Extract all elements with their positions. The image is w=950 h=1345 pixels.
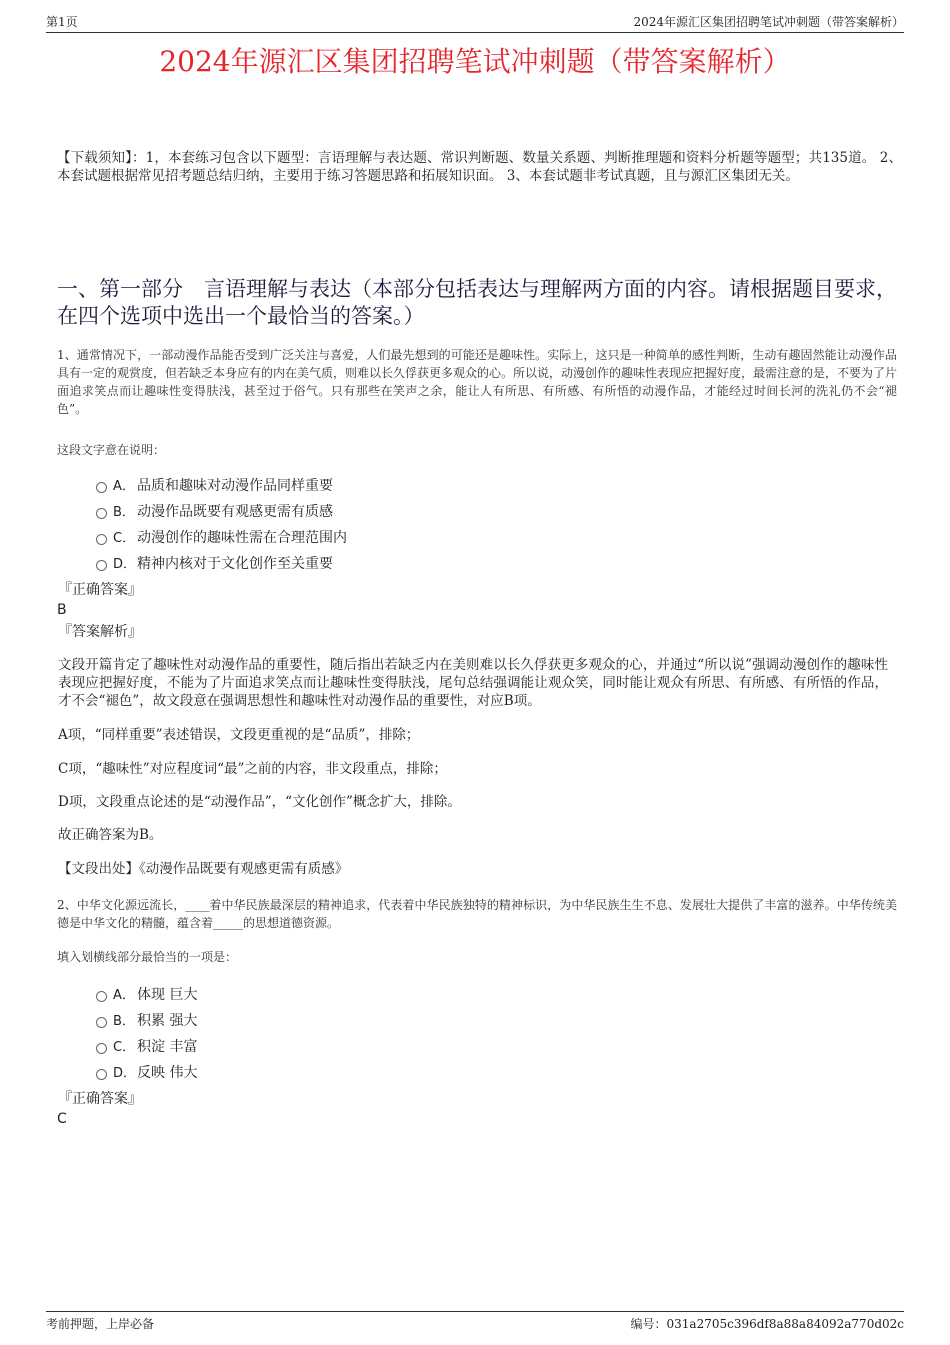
- radio-icon[interactable]: [96, 1069, 107, 1080]
- q1-option-d[interactable]: D．精神内核对于文化创作至关重要: [96, 554, 333, 575]
- q1-prompt: 这段文字意在说明：: [57, 443, 166, 457]
- page-title: 2024年源汇区集团招聘笔试冲刺题（带答案解析）: [159, 45, 791, 78]
- page-number: 第1页: [46, 15, 78, 29]
- radio-icon[interactable]: [96, 1043, 107, 1054]
- q1-analysis-c: C项，“趣味性”对应程度词“最”之前的内容，非文段重点，排除；: [58, 761, 447, 777]
- q2-answer-label: 『正确答案』: [58, 1091, 142, 1107]
- q1-stem: 1、通常情况下，一部动漫作品能否受到广泛关注与喜爱，人们最先想到的可能还是趣味性。实际上，这只是一种简单的感性判断，生动有趣固然能让动漫作品具有一定的观赏度，但若缺乏本身应有的内在美气质，则难以长久俘获更多观众的心。所以说，动漫创作的趣味性表现应把握好度，最需注意的是，不要为了片面追求笑点而让趣味性变得肤浅，甚至过于俗气。只有那些在笑声之余，能让人有所思、有所感、有所悟的动漫作品，才能经过时间长河的洗礼仍不会“褪色”。: [57, 348, 898, 416]
- radio-icon[interactable]: [96, 1017, 107, 1028]
- q1-answer: B: [57, 602, 67, 618]
- radio-icon[interactable]: [96, 534, 107, 545]
- section-heading: 一、第一部分 言语理解与表达（本部分包括表达与理解两方面的内容。请根据题目要求，在四个选项中选出一个最恰当的答案。）: [57, 277, 897, 328]
- q2-stem: 2、中华文化源远流长，____着中华民族最深层的精神追求，代表着中华民族独特的精神标识，为中华民族生生不息、发展壮大提供了丰富的滋养。中华传统美德是中华文化的精髓，蕴含着_____的思想道德资源。: [57, 898, 897, 930]
- q2-answer: C: [57, 1111, 67, 1127]
- q1-analysis-label: 『答案解析』: [58, 624, 142, 640]
- q1-option-a[interactable]: A． 品质和趣味对动漫作品同样重要: [96, 476, 333, 497]
- q1-answer-label: 『正确答案』: [58, 582, 142, 598]
- footer-slogan: 考前押题，上岸必备: [46, 1317, 155, 1331]
- footer-serial: 编号：031a2705c396df8a88a84092a770d02c: [630, 1317, 904, 1331]
- q1-analysis-conclusion: 故正确答案为B。: [58, 827, 163, 843]
- page-header: [46, 14, 904, 33]
- radio-icon[interactable]: [96, 482, 107, 493]
- q2-option-a[interactable]: A． 体现 巨大: [96, 985, 197, 1006]
- q1-analysis-a: A项，“同样重要”表述错误，文段更重视的是“品质”，排除；: [58, 727, 420, 743]
- q1-option-c[interactable]: C． 动漫创作的趣味性需在合理范围内: [96, 528, 347, 549]
- q2-option-d[interactable]: D．反映 伟大: [96, 1063, 197, 1084]
- header-doc-title: 2024年源汇区集团招聘笔试冲刺题（带答案解析）: [633, 15, 904, 29]
- radio-icon[interactable]: [96, 508, 107, 519]
- radio-icon[interactable]: [96, 560, 107, 571]
- page-footer: [46, 1311, 904, 1336]
- download-notice: 【下载须知】：1，本套练习包含以下题型：言语理解与表达题、常识判断题、数量关系题、判断推理题和资料分析题等题型；共135道。 2、本套试题根据常见招考题总结归纳，主要用于练习答题思路和拓展知识面。 3、本套试题非考试真题，且与源汇区集团无关。: [57, 150, 902, 184]
- q1-analysis-main: 文段开篇肯定了趣味性对动漫作品的重要性，随后指出若缺乏内在美则难以长久俘获更多观众的心，并通过“所以说”强调动漫创作的趣味性表现应把握好度，不能为了片面追求笑点而让趣味性变得肤浅，尾句总结强调能让观众笑，同时能让观众有所思、有所感、有所悟的作品，才不会“褪色”，故文段意在强调思想性和趣味性对动漫作品的重要性，对应B项。: [58, 657, 888, 709]
- q2-option-c[interactable]: C． 积淀 丰富: [96, 1037, 197, 1058]
- q1-analysis-d: D项，文段重点论述的是“动漫作品”，“文化创作”概念扩大，排除。: [58, 794, 461, 810]
- q2-prompt: 填入划横线部分最恰当的一项是：: [57, 950, 238, 964]
- q2-option-b[interactable]: B． 积累 强大: [96, 1011, 197, 1032]
- q1-option-b[interactable]: B． 动漫作品既要有观感更需有质感: [96, 502, 333, 523]
- radio-icon[interactable]: [96, 991, 107, 1002]
- q1-source: 【文段出处】《动漫作品既要有观感更需有质感》: [58, 861, 349, 877]
